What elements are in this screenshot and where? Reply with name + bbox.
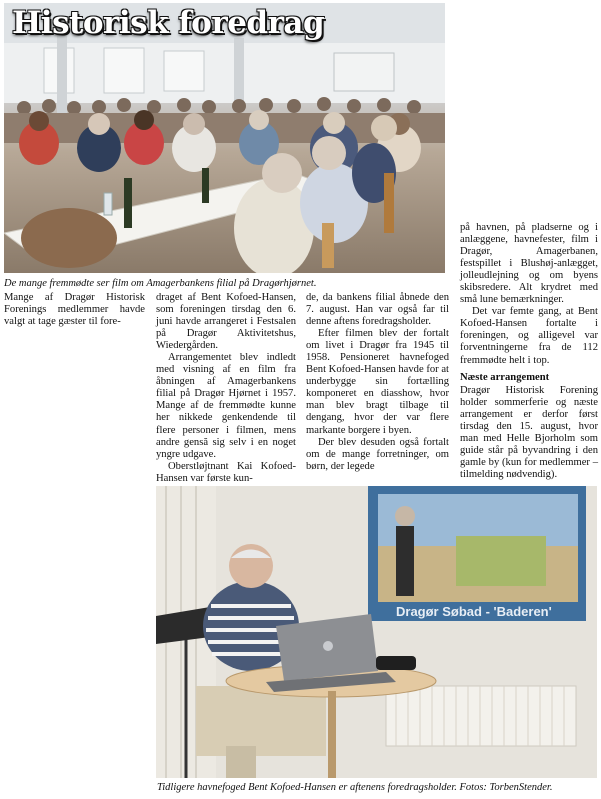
paragraph: Der blev desuden også fortalt om de mange forretninger, om børn, der legede bbox=[306, 436, 449, 472]
paragraph: draget af Bent Kofoed-Hansen, som foreningen tirsdag den 6. juni havde arrangeret i Festsalen på Dragør Aktivitetshus, Wiedergården. bbox=[156, 292, 296, 352]
photo-caption-top: De mange fremmødte ser film om Amagerbankens filial på Dragørhjørnet. bbox=[4, 278, 317, 289]
audience-photo bbox=[4, 3, 445, 273]
headline: Historisk foredrag bbox=[12, 5, 325, 41]
paragraph: Det var femte gang, at Bent Kofoed-Hansen fortalte i foreningen, og alligevel var forventningerne fra de 112 fremmødte helt i top. bbox=[460, 306, 598, 366]
article-column-1 bbox=[4, 292, 145, 328]
article-column-4 bbox=[460, 222, 598, 481]
paragraph: på havnen, på pladserne og i anlæggene, havnefester, film i Dragør, Amagerbanen, festspillet i Blushøj-anlægget, jolleudlejning og om byens skibsredere. Alt krydret med små lune bemærkninger. bbox=[460, 222, 598, 306]
paragraph: Arrangementet blev indledt med visning af en film fra åbningen af Amagerbankens filial på Dragør Hjørnet i 1957. Mange af de fremmødte kunne her nikkede genkendende til flere personer i filmen, mens andre gensă sig selv i en noget yngre udgave. bbox=[156, 352, 296, 460]
paragraph: de, da bankens filial åbnede den 7. august. Han var også far til denne aftens foredragsholder. bbox=[306, 292, 449, 328]
article-column-3 bbox=[306, 292, 449, 473]
paragraph: Efter filmen blev der fortalt om livet i Dragør fra 1945 til 1958. Pensioneret havnefoged Bent Kofoed-Hansen havde for at underbygge sin fortælling komponeret en diasshow, hvor man blev bragt tilbage til dengang, hvor der var flere markante borgere i byen. bbox=[306, 328, 449, 436]
speaker-scene-illustration bbox=[156, 486, 597, 778]
slide-title: Dragør Søbad - 'Baderen' bbox=[396, 604, 552, 619]
photo-caption-bottom: Tidligere havnefoged Bent Kofoed-Hansen er aftenens foredragsholder. Fotos: TorbenStender. bbox=[157, 782, 553, 793]
speaker-photo bbox=[156, 486, 597, 778]
article-column-2 bbox=[156, 292, 296, 485]
paragraph: Oberstløjtnant Kai Kofoed-Hansen var første kun- bbox=[156, 460, 296, 484]
paragraph: Dragør Historisk Forening holder sommerferie og næste arrangement er derfor først tirsdag den 15. august, hvor man med Helle Bjorholm som guide står på byvandring i den gamle by (kun for medlemmer – tilmelding nødvendig). bbox=[460, 384, 598, 480]
section-subheading: Næste arrangement bbox=[460, 371, 550, 383]
audience-scene-illustration bbox=[4, 3, 445, 273]
paragraph: Mange af Dragør Historisk Forenings medlemmer havde valgt at tage gæster til fore- bbox=[4, 292, 145, 328]
